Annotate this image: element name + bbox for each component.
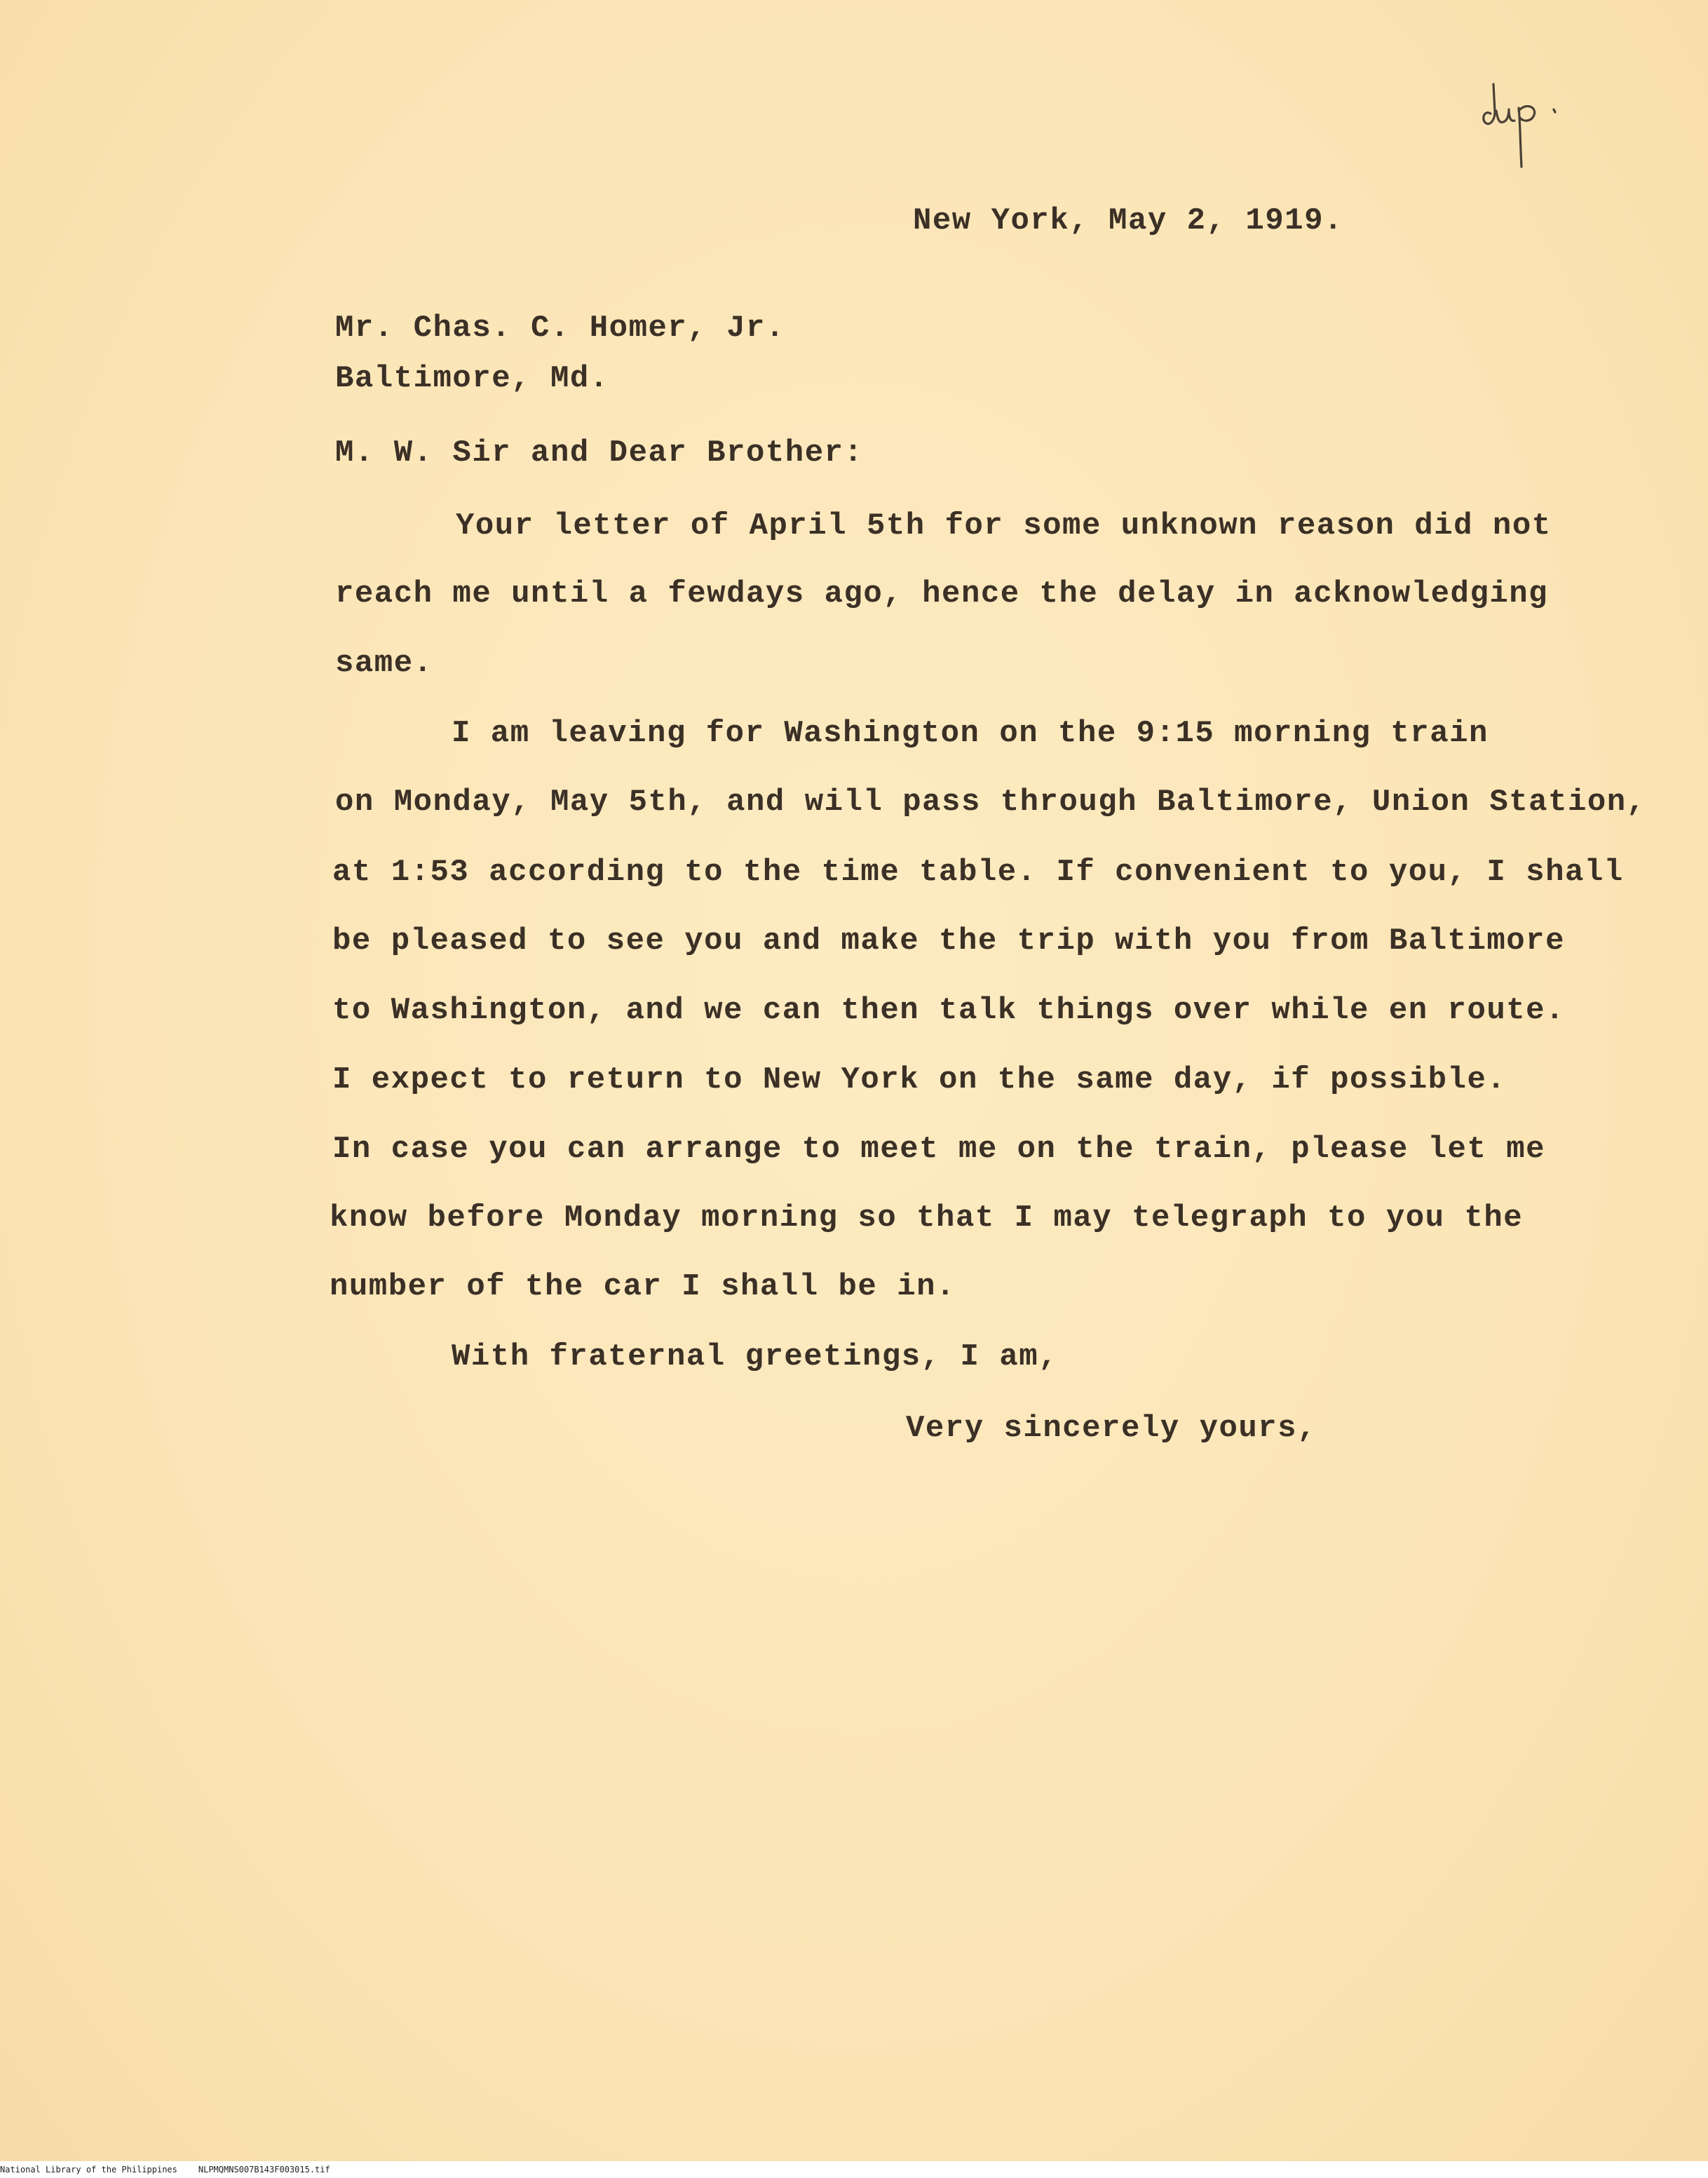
recipient-city: Baltimore, Md. bbox=[335, 361, 609, 396]
paragraph-2-line-5: to Washington, and we can then talk things over while en route. bbox=[332, 993, 1565, 1028]
paragraph-2-line-7: In case you can arrange to meet me on the train, please let me bbox=[332, 1132, 1546, 1167]
recipient-name: Mr. Chas. C. Homer, Jr. bbox=[335, 311, 785, 346]
footer-institution: National Library of the Philippines bbox=[0, 2165, 177, 2174]
paragraph-2-line-4: be pleased to see you and make the trip with you from Baltimore bbox=[332, 924, 1565, 959]
paragraph-2-line-1: I am leaving for Washington on the 9:15 morning train bbox=[452, 716, 1489, 751]
paragraph-1-line-3: same. bbox=[335, 646, 433, 681]
paragraph-1-line-1: Your letter of April 5th for some unknown reason did not bbox=[456, 508, 1552, 543]
paragraph-2-line-8: know before Monday morning so that I may telegraph to you the bbox=[330, 1200, 1524, 1236]
complimentary-close: Very sincerely yours, bbox=[906, 1411, 1317, 1446]
handwritten-dup-annotation bbox=[1478, 70, 1569, 175]
paragraph-1-line-2: reach me until a fewdays ago, hence the delay in acknowledging bbox=[335, 576, 1549, 611]
dateline: New York, May 2, 1919. bbox=[913, 203, 1343, 238]
footer-file-id: NLPMQMNS007B143F003015.tif bbox=[198, 2165, 330, 2174]
scan-footer-caption bbox=[0, 2161, 330, 2178]
closing-greeting: With fraternal greetings, I am, bbox=[452, 1339, 1059, 1374]
paragraph-2-line-2: on Monday, May 5th, and will pass through Baltimore, Union Station, bbox=[335, 785, 1646, 820]
paragraph-2-line-3: at 1:53 according to the time table. If convenient to you, I shall bbox=[332, 855, 1624, 890]
paragraph-2-line-6: I expect to return to New York on the same day, if possible. bbox=[332, 1062, 1507, 1097]
paragraph-2-line-9: number of the car I shall be in. bbox=[330, 1269, 956, 1304]
salutation: M. W. Sir and Dear Brother: bbox=[335, 435, 864, 471]
